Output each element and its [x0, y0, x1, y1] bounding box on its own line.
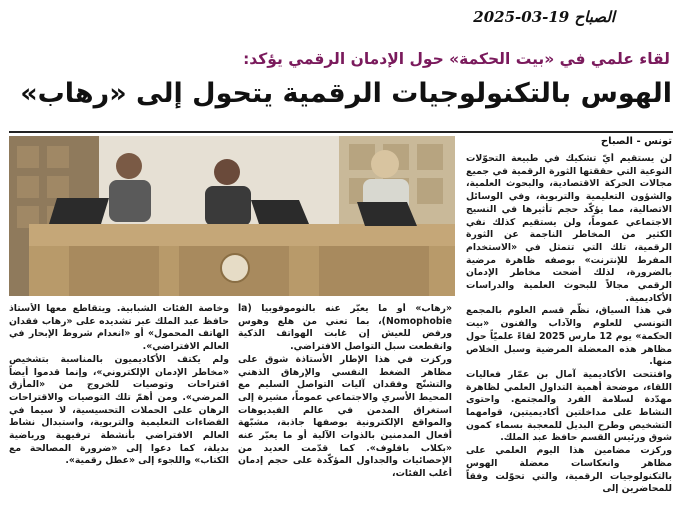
paragraph: وخاصة الفئات الشبابية. ويتقاطع معها الأستاذ حافظ عبد الملك عبر تشديده على «رهاب فقدان الهاتف المحمول» أو «انعدام شروط الإبحار في العالم الافتراضي».: [9, 303, 229, 353]
paragraph: وركزت في هذا الإطار الأستاذة شوق على مظاهر الضغط النفسي والإرهاق الذهني والتشنّج وفقدان آليات التواصل السليم مع المحيط الأسري والاجتماعي عموماً، مشيرة إلى استغراق المدمن في عالم الفيديوهات والمواقع الإلكترونية بوصفها جاذبة، مشبّهة أفعال المدمنين بالذوات الآلية أو ما يعبّر عنه «بكلاب بافلوف». كما قدّمت العديد من الإحصائيات والجداول المؤكّدة على حجم إدمان أغلب الفئات،: [238, 353, 452, 480]
kicker-title: لقاء علمي في «بيت الحكمة» حول الإدمان الرقمي يؤكد:: [243, 50, 670, 68]
paragraph: في هذا السياق، نظّم قسم العلوم بالمجمع التونسي للعلوم والآداب والفنون «بيت الحكمة» يوم 12 مارس 2025 لقاءً علميّاً حول مظاهر هذه المعضلة المرضية وسبل الخلاص منها.: [466, 305, 672, 368]
article-photo: [9, 136, 455, 296]
article-column-right: [466, 153, 672, 514]
headline: الهوس بالتكنولوجيات الرقمية يتحول إلى «رهاب»: [20, 78, 672, 109]
article-column-middle: [238, 303, 452, 514]
paragraph: «رهاب» أو ما يعبّر عنه بالنوموفوبيا (la Nomophobie)، بما تعني من هلع وهوس ورفض للعيش إن غابت الهواتف الذكية وانقطعت سبل التواصل الافتراضي.: [238, 303, 452, 353]
paragraph: وركزت مضامين هذا اليوم العلمي على مظاهر وانعكاسات معضلة الهوس بالتكنولوجيات الرقمية، والتي تحوّلت وفقاً للمحاضرين إلى: [466, 445, 672, 495]
headline-divider: [9, 131, 673, 133]
dateline: الصباح 19-03-2025: [473, 8, 615, 26]
byline: تونس - الصباح: [600, 136, 672, 147]
photo-icon: [9, 136, 455, 296]
article-column-left: [9, 303, 229, 514]
paragraph: لن يستقيم أيّ تشكيك في طبيعة التحوّلات النوعية التي حققتها الثورة الرقمية في جميع مجالات الحركة الاقتصادية، والبحوث العلمية، والشؤون التعليمية والتربوية، وفي الوسائل الاتصالية، مما يؤكّد حجم تأثيرها في النسيج الاجتماعي عموماً، ولن يستقيم كذلك نفي الكثير من المخاطر الناجمة عن الثورة الرقمية، تلك التي تتمثل في «الاستخدام المفرط للإنترنت» بوصفه ظاهرة مرضية بالضرورة، لذلك أضحت مخاطر الإدمان الرقمي مجالاً للبحوث العلمية والدراسات الأكاديمية.: [466, 153, 672, 304]
paragraph: ولم يكتف الأكاديميون بالمناسبة بتشخيص «مخاطر الإدمان الإلكتروني»، وإنما قدموا أيضاً اقتراحات وتوصيات للخروج من «المأزق المرضي». ومن أهمّ تلك التوصيات والاقتراحات الرهان على الحملات التحسيسية، لا سيما في الفضاءات التعليمية والتربوية، واستبدال نشاط العالم الافتراضي بأنشطة ترفيهية ورياضية بديلة، كما دعوا إلى «ضرورة المصالحة مع الكتاب» واللجوء إلى «عطل رقمية».: [9, 353, 229, 467]
paragraph: وافتتحت الأكاديمية آمال بن عمّار فعاليات اللقاء، موضحة أهمية التداول العلمي لظاهرة مهدّدة لسلامة الفرد والمجتمع. واحتوى النشاط على مداخلتين أكاديميتين، قوامهما التشخيص وطرح البديل للمعجبة بسماء كمون شوق ورئيس القسم حافظ عبد الملك.: [466, 368, 672, 444]
